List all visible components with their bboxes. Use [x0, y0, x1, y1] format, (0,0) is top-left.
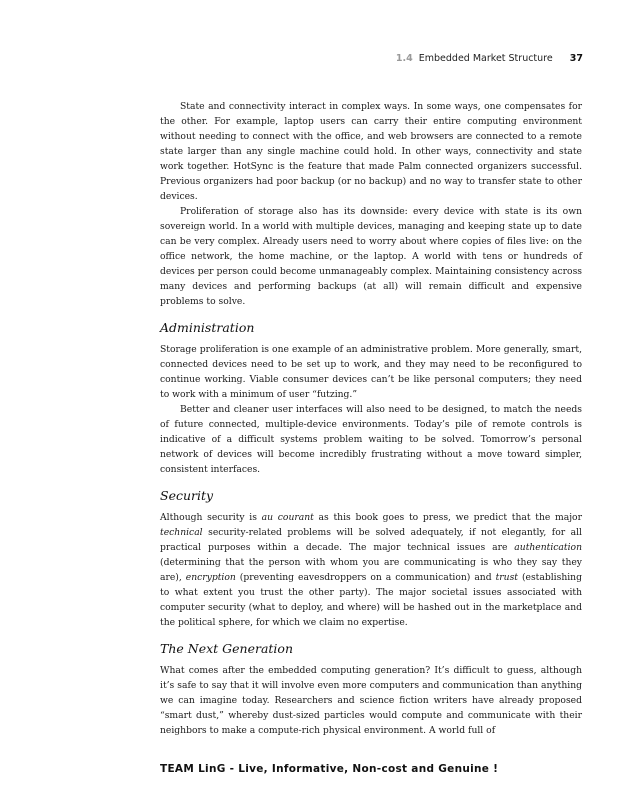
paragraph-administration-1: Storage proliferation is one example of an administrative problem. More generally, smart, connected devices need to be set up to work, and they may need to be reconfigured to continue working. Viable consumer devices can’t be like personal computers; they need to work with a minimum of user “futzing.”: [160, 344, 582, 400]
term-encryption: encryption: [185, 572, 236, 583]
header-section-number: 1.4: [395, 53, 413, 64]
security-text-2: as this book goes to press, we predict that the major: [313, 512, 582, 523]
term-technical: technical: [160, 527, 203, 538]
page-number: 37: [569, 53, 583, 64]
running-header: [396, 53, 583, 64]
security-text-4: (determining that the person with whom you are communicating is who they say they are),: [160, 557, 582, 583]
heading-security: Security: [160, 488, 214, 503]
paragraph-administration-2: Better and cleaner user interfaces will also need to be designed, to match the needs of future connected, multiple-device environments. Today’s pile of remote controls is indicative of a difficult systems problem waiting to be solved. Tomorrow’s personal network of devices will become incredibly frustrating without a move toward simpler, consistent interfaces.: [160, 404, 582, 475]
paragraph-security: [160, 510, 582, 630]
body-text: [160, 99, 582, 738]
security-text-1: Although security is: [160, 512, 262, 523]
security-text-3: security-related problems will be solved adequately, if not elegantly, for all practical purposes within a decade. The major technical issues are: [160, 527, 582, 553]
header-section-title: Embedded Market Structure: [418, 53, 553, 64]
security-text-5: (preventing eavesdroppers on a communication) and: [235, 572, 496, 583]
paragraph-storage-proliferation: Proliferation of storage also has its downside: every device with state is its own sovereign world. In a world with multiple devices, managing and keeping state up to date can be very complex. Already users need to worry about where copies of files live: on the office network, the home machine, or the laptop. A world with tens or hundreds of devices per person could become unmanageably complex. Maintaining consistency across many devices and performing backups (at all) will remain difficult and expensive problems to solve.: [160, 206, 582, 307]
heading-next-generation: The Next Generation: [160, 641, 293, 656]
term-authentication: authentication: [514, 542, 582, 553]
security-text-6: (establishing to what extent you trust the other party). The major societal issues associated with computer security (what to deploy, and where) will be hashed out in the marketplace and the political sphere, for which we claim no expertise.: [160, 572, 582, 628]
term-trust: trust: [495, 572, 518, 583]
paragraph-state-connectivity: State and connectivity interact in complex ways. In some ways, one compensates for the other. For example, laptop users can carry their entire computing environment without needing to connect with the office, and web browsers are connected to a remote state larger than any single machine could hold. In other ways, connectivity and state work together. HotSync is the feature that made Palm connected organizers successful. Previous organizers had poor backup (or no backup) and no way to transfer state to other devices.: [160, 101, 582, 202]
paragraph-next-generation: What comes after the embedded computing generation? It’s difficult to guess, although it’s safe to say that it will involve even more computers and communication than anything we can imagine today. Researchers and science fiction writers have already proposed “smart dust,” whereby dust-sized particles would compute and communicate with their neighbors to make a compute-rich physical environment. A world full of: [160, 665, 582, 736]
footer-watermark: TEAM LinG - Live, Informative, Non-cost and Genuine !: [160, 763, 499, 775]
term-au-courant: au courant: [261, 512, 314, 523]
heading-administration: Administration: [160, 320, 255, 335]
